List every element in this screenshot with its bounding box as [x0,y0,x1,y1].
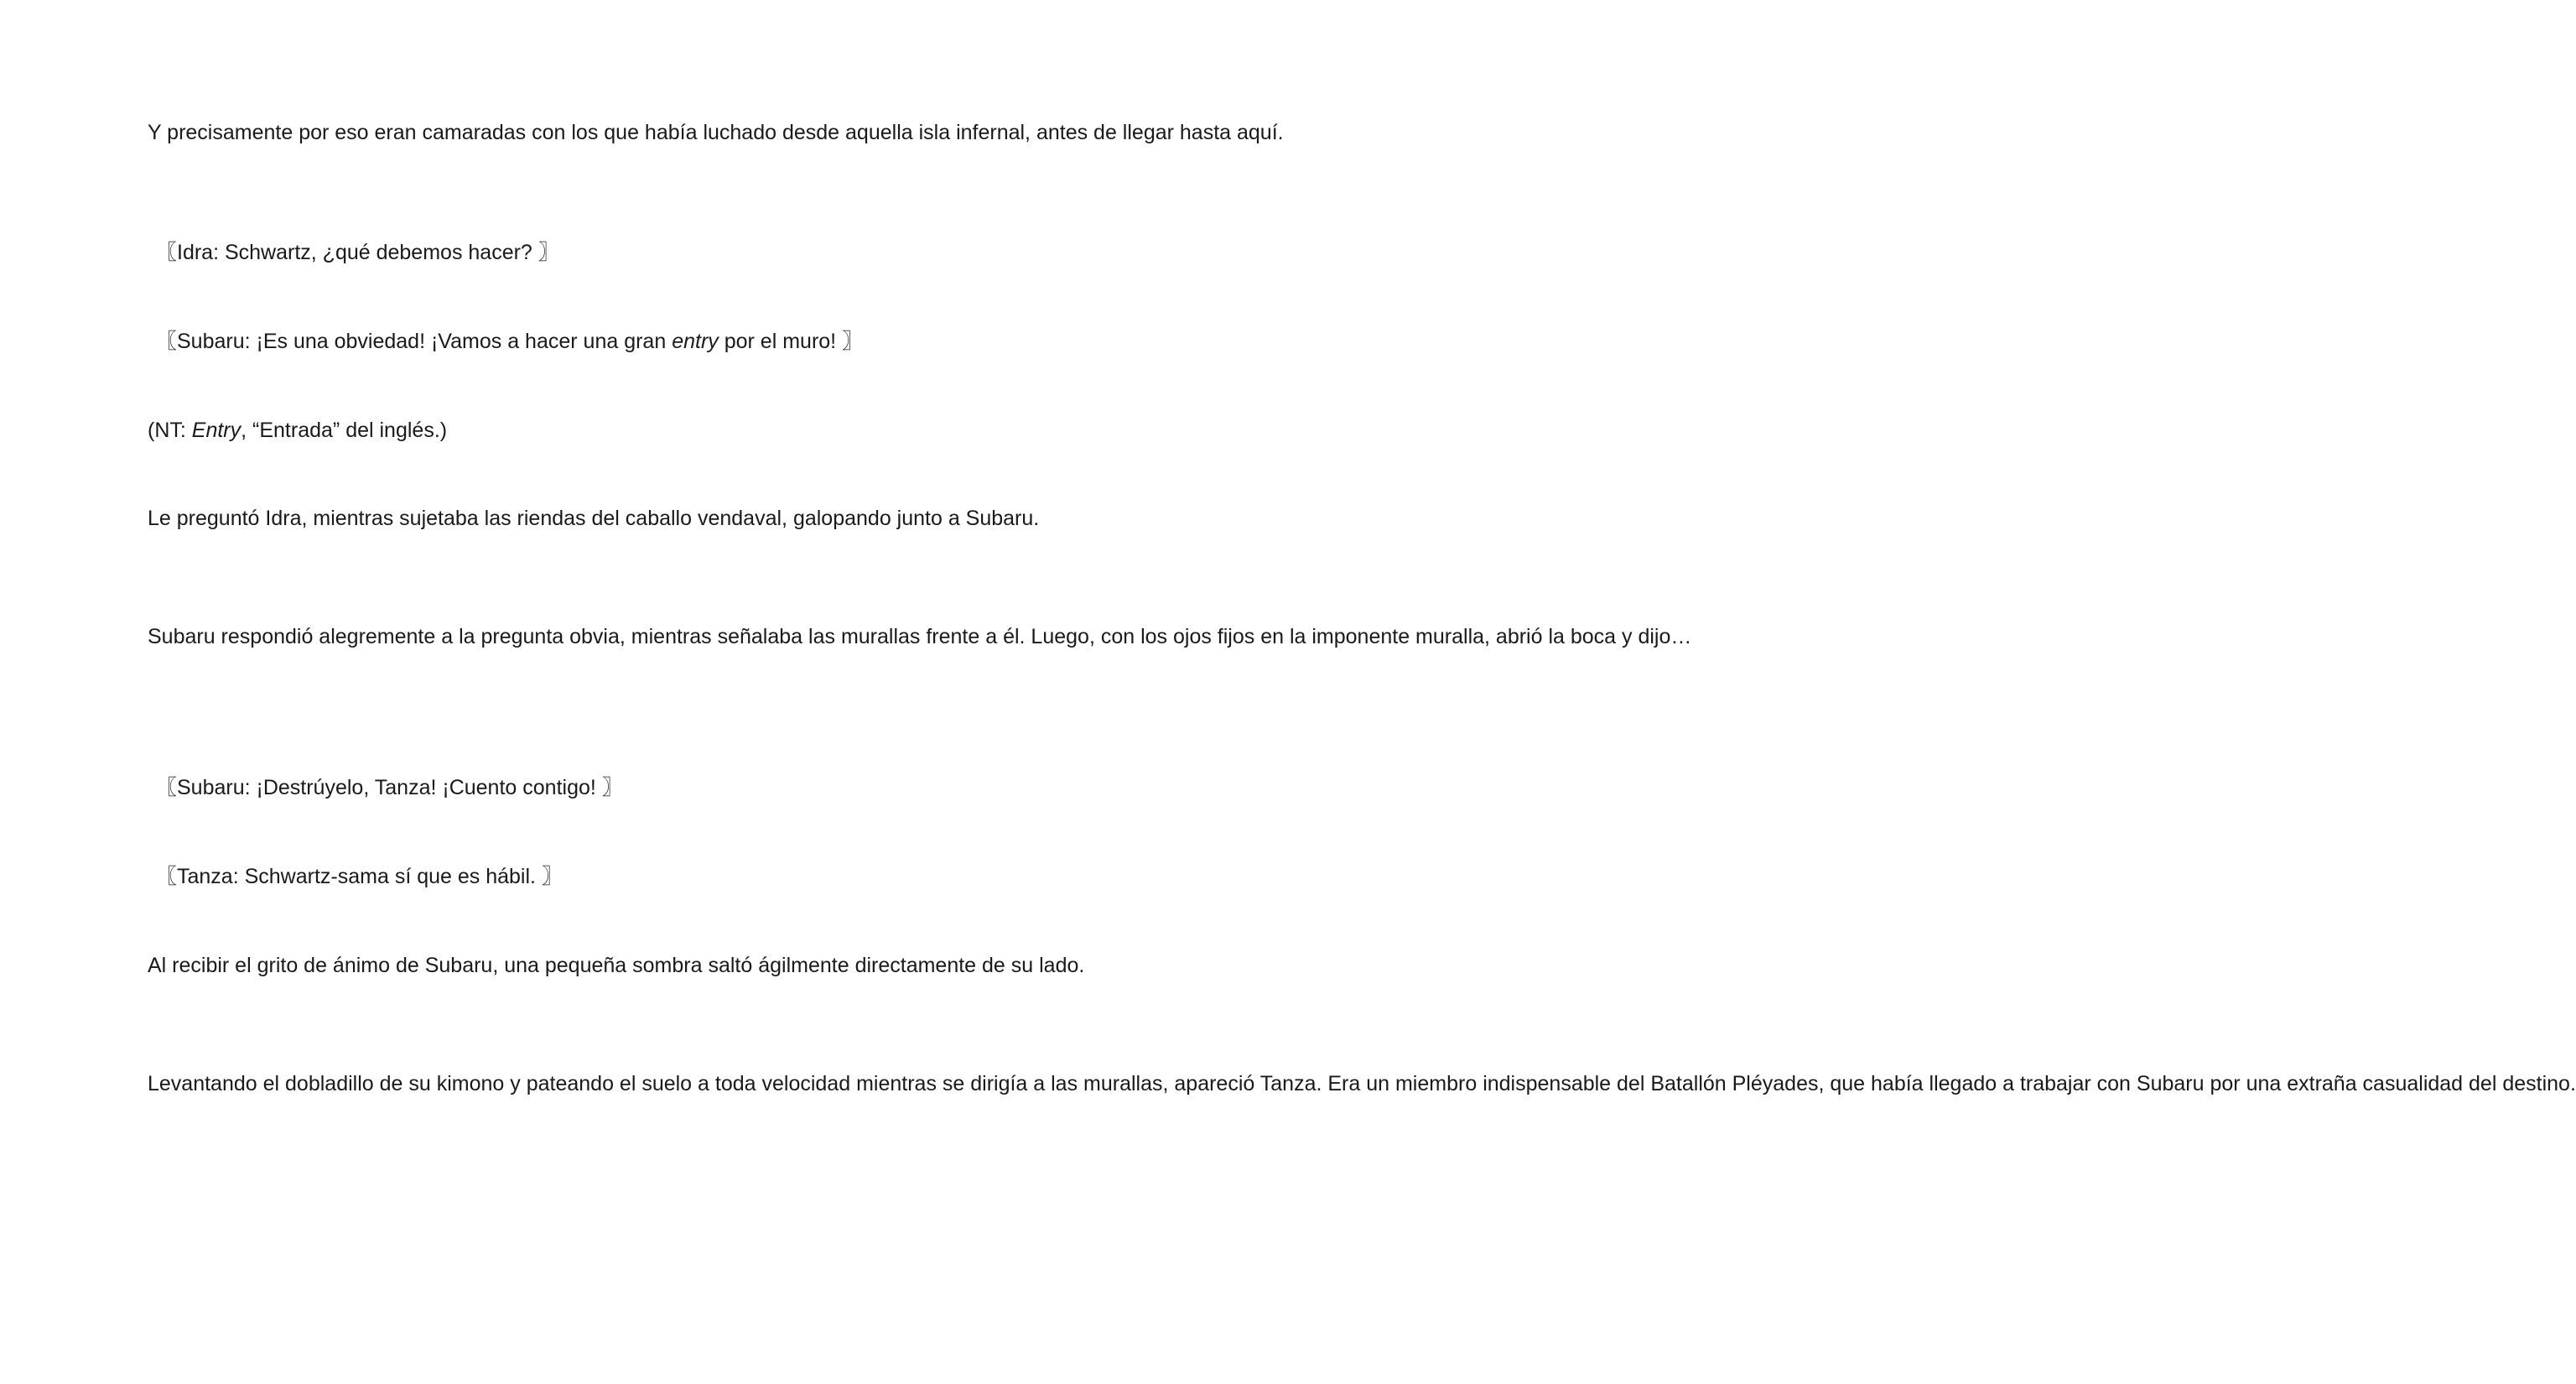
paragraph-line: la boca y dijo… [1548,625,1692,648]
dialogue-subaru-tanza [156,772,927,804]
paragraph-6 [148,621,1692,653]
paragraph-line: Levantando el dobladillo de su kimono y pateando el suelo a toda velocidad [148,1072,851,1095]
paragraph-line: Le preguntó Idra, mientras sujetaba las riendas del caballo vendaval, [148,507,787,530]
paragraph-line: Subaru respondió alegremente a la pregunta obvia, mientras señalaba las [148,625,835,648]
translator-note [148,414,919,446]
dialogue-subaru-entry [156,325,927,357]
paragraph-line: aquella isla infernal, antes de llegar hasta aquí. [845,121,1284,144]
paragraph-line: por una extraña casualidad del destino. [2210,1072,2576,1095]
paragraph-1 [148,117,1284,148]
dialogue-text: 〖Tanza: Schwartz-sama sí que es hábil. 〗 [156,865,563,888]
paragraph-line: indispensable del Batallón Pléyades, que había llegado a trabajar con Subaru [1483,1072,2205,1095]
paragraph-line: directamente de su lado. [854,954,1085,977]
dialogue-text-after: por el muro! 〗 [718,330,864,353]
paragraph-5 [148,502,1040,534]
note-text-before: (NT: [148,419,192,442]
dialogue-text: 〖Idra: Schwartz, ¿qué debemos hacer? 〗 [156,241,559,264]
paragraph-9 [148,950,1085,981]
note-text-after: , “Entrada” del inglés.) [241,419,448,442]
dialogue-tanza [156,861,927,892]
dialogue-italic-word: entry [672,330,719,353]
paragraph-10 [148,1068,2576,1100]
dialogue-text-before: 〖Subaru: ¡Es una obviedad! ¡Vamos a hacer una gran [156,330,673,353]
dialogue-text: 〖Subaru: ¡Destrúyelo, Tanza! ¡Cuento contigo! 〗 [156,776,623,799]
note-italic-word: Entry [191,419,242,442]
paragraph-line: murallas frente a él. Luego, con los ojos fijos en la imponente muralla, abrió [840,625,1543,648]
paragraph-line: galopando junto a Subaru. [792,507,1040,530]
paragraph-line: Y precisamente por eso eran camaradas con los que había luchado desde [148,121,840,144]
paragraph-line: Al recibir el grito de ánimo de Subaru, una pequeña sombra saltó ágilmente [148,954,849,977]
paragraph-line: mientras se dirigía a las murallas, apareció Tanza. Era un miembro [856,1072,1478,1095]
dialogue-idra [156,237,927,268]
